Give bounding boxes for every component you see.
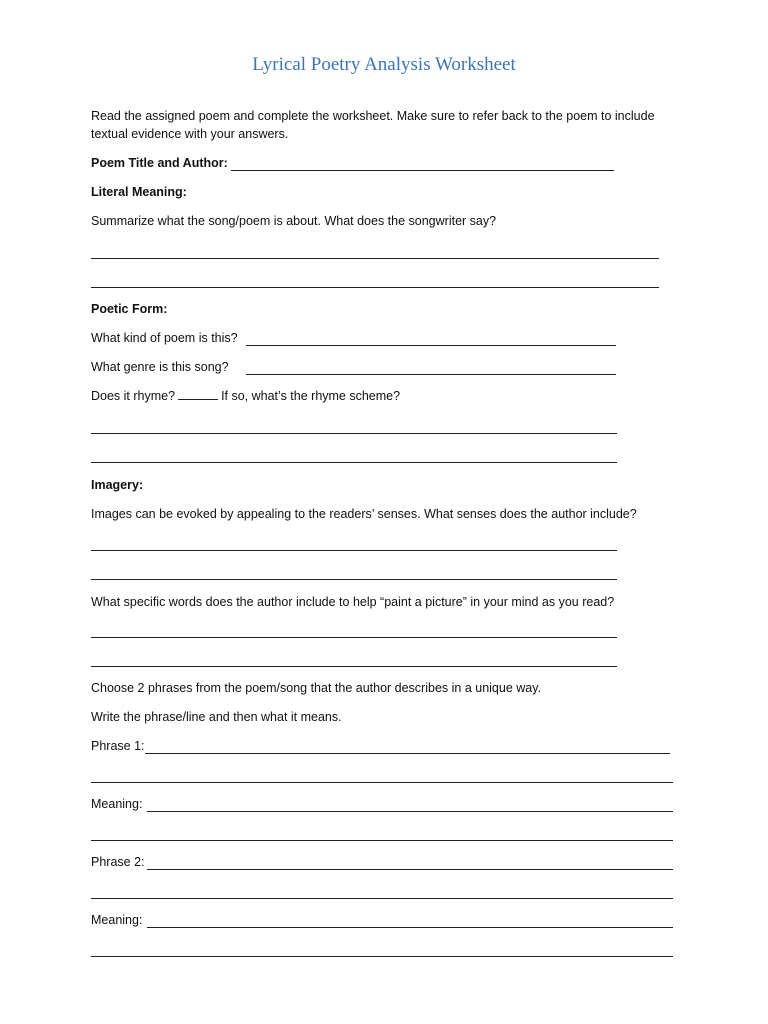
literal-answer-line-1[interactable] <box>91 258 659 259</box>
rhyme-question <box>91 388 400 405</box>
phrase-2-answer-line-2[interactable] <box>91 898 673 899</box>
phrases-instruction-2: Write the phrase/line and then what it means. <box>91 710 342 724</box>
meaning-2-answer-line[interactable] <box>147 927 673 928</box>
rhyme-label: Does it rhyme? <box>91 389 176 403</box>
phrase-1-label: Phrase 1: <box>91 739 145 753</box>
poem-title-answer-line[interactable] <box>231 170 614 171</box>
meaning-2-label: Meaning: <box>91 913 143 927</box>
intro-line-1: Read the assigned poem and complete the worksheet. Make sure to refer back to the poem to include <box>91 109 655 123</box>
senses-answer-line-2[interactable] <box>91 579 617 580</box>
imagery-heading: Imagery: <box>91 478 144 492</box>
literal-answer-line-2[interactable] <box>91 287 659 288</box>
meaning-2-answer-line-2[interactable] <box>91 956 673 957</box>
song-genre-answer-line[interactable] <box>246 374 616 375</box>
poem-title-label: Poem Title and Author: <box>91 156 228 170</box>
imagery-words-prompt: What specific words does the author include to help “paint a picture” in your mind as you read? <box>91 595 615 609</box>
meaning-1-answer-line-2[interactable] <box>91 840 673 841</box>
poem-kind-answer-line[interactable] <box>246 345 616 346</box>
senses-answer-line-1[interactable] <box>91 550 617 551</box>
literal-meaning-heading: Literal Meaning: <box>91 185 187 199</box>
poetic-form-heading: Poetic Form: <box>91 302 168 316</box>
worksheet-title: Lyrical Poetry Analysis Worksheet <box>252 54 516 75</box>
literal-meaning-prompt: Summarize what the song/poem is about. What does the songwriter say? <box>91 214 497 228</box>
intro-line-2: textual evidence with your answers. <box>91 127 289 141</box>
rhyme-scheme-answer-line-1[interactable] <box>91 433 617 434</box>
phrase-1-answer-line[interactable] <box>145 753 670 754</box>
rhyme-scheme-label: If so, what’s the rhyme scheme? <box>221 389 401 403</box>
rhyme-yes-no-blank[interactable] <box>178 388 218 400</box>
meaning-1-label: Meaning: <box>91 797 143 811</box>
phrase-2-answer-line[interactable] <box>147 869 673 870</box>
words-answer-line-1[interactable] <box>91 637 617 638</box>
phrase-2-label: Phrase 2: <box>91 855 145 869</box>
phrases-instruction-1: Choose 2 phrases from the poem/song that the author describes in a unique way. <box>91 681 542 695</box>
rhyme-scheme-answer-line-2[interactable] <box>91 462 617 463</box>
poem-kind-label: What kind of poem is this? <box>91 331 238 345</box>
words-answer-line-2[interactable] <box>91 666 617 667</box>
phrase-1-answer-line-2[interactable] <box>91 782 673 783</box>
song-genre-label: What genre is this song? <box>91 360 229 374</box>
imagery-senses-prompt: Images can be evoked by appealing to the readers’ senses. What senses does the author include? <box>91 507 637 521</box>
meaning-1-answer-line[interactable] <box>147 811 673 812</box>
